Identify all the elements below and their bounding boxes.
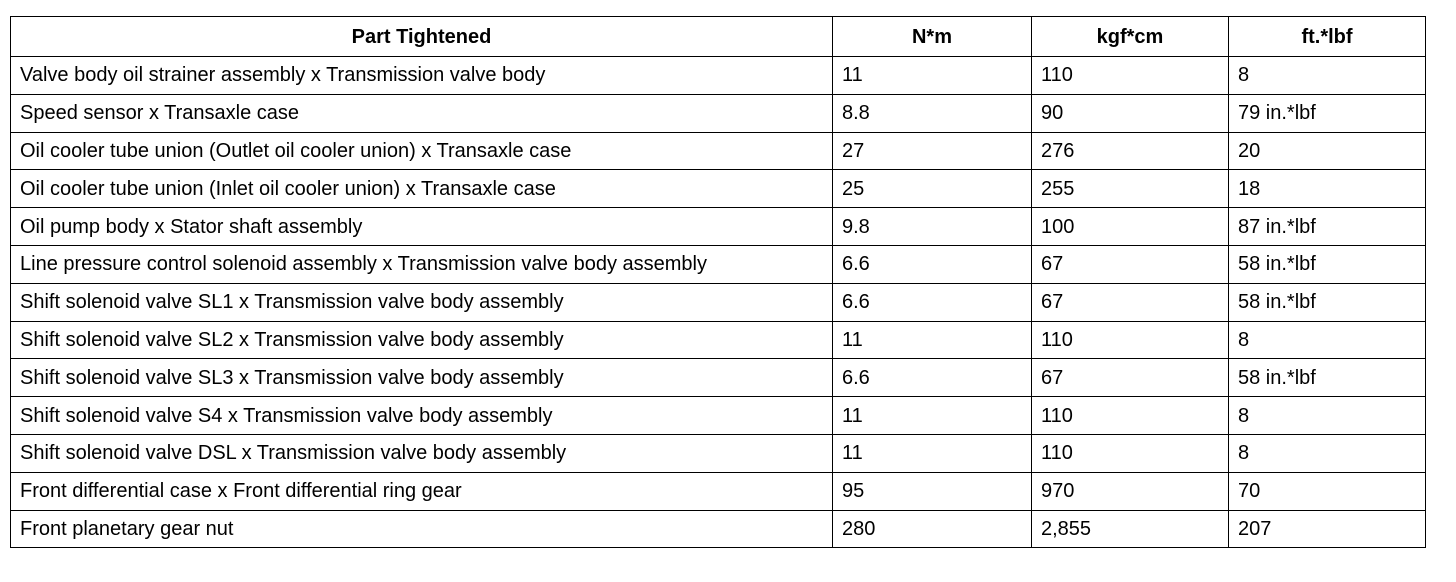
- torque-table-container: [10, 16, 1425, 548]
- table-row: [11, 94, 1426, 132]
- cell-kgfcm: 970: [1032, 472, 1229, 510]
- cell-nm: 27: [833, 132, 1032, 170]
- cell-kgfcm: 90: [1032, 94, 1229, 132]
- cell-part: Shift solenoid valve SL3 x Transmission valve body assembly: [11, 359, 833, 397]
- table-row: [11, 321, 1426, 359]
- header-ft-lbf: ft.*lbf: [1229, 17, 1426, 57]
- table-row: [11, 359, 1426, 397]
- cell-part: Front differential case x Front differential ring gear: [11, 472, 833, 510]
- cell-nm: 95: [833, 472, 1032, 510]
- cell-kgfcm: 100: [1032, 208, 1229, 246]
- table-row: [11, 170, 1426, 208]
- cell-ftlbf: 58 in.*lbf: [1229, 283, 1426, 321]
- cell-ftlbf: 70: [1229, 472, 1426, 510]
- cell-nm: 6.6: [833, 283, 1032, 321]
- table-row: [11, 132, 1426, 170]
- table-row: [11, 434, 1426, 472]
- table-row: [11, 472, 1426, 510]
- cell-kgfcm: 110: [1032, 57, 1229, 95]
- cell-part: Oil cooler tube union (Outlet oil cooler union) x Transaxle case: [11, 132, 833, 170]
- cell-ftlbf: 8: [1229, 57, 1426, 95]
- cell-ftlbf: 20: [1229, 132, 1426, 170]
- table-row: [11, 397, 1426, 435]
- cell-ftlbf: 87 in.*lbf: [1229, 208, 1426, 246]
- cell-kgfcm: 276: [1032, 132, 1229, 170]
- table-row: [11, 57, 1426, 95]
- cell-part: Line pressure control solenoid assembly x Transmission valve body assembly: [11, 245, 833, 283]
- cell-part: Front planetary gear nut: [11, 510, 833, 548]
- cell-nm: 9.8: [833, 208, 1032, 246]
- cell-nm: 11: [833, 434, 1032, 472]
- cell-part: Shift solenoid valve SL1 x Transmission valve body assembly: [11, 283, 833, 321]
- cell-ftlbf: 58 in.*lbf: [1229, 359, 1426, 397]
- cell-kgfcm: 110: [1032, 397, 1229, 435]
- table-row: [11, 208, 1426, 246]
- cell-part: Shift solenoid valve S4 x Transmission valve body assembly: [11, 397, 833, 435]
- cell-ftlbf: 58 in.*lbf: [1229, 245, 1426, 283]
- cell-kgfcm: 67: [1032, 359, 1229, 397]
- cell-part: Valve body oil strainer assembly x Transmission valve body: [11, 57, 833, 95]
- cell-part: Oil cooler tube union (Inlet oil cooler union) x Transaxle case: [11, 170, 833, 208]
- cell-kgfcm: 255: [1032, 170, 1229, 208]
- header-newton-meter: N*m: [833, 17, 1032, 57]
- table-header-row: [11, 17, 1426, 57]
- cell-kgfcm: 2,855: [1032, 510, 1229, 548]
- cell-ftlbf: 8: [1229, 397, 1426, 435]
- header-part-tightened: Part Tightened: [11, 17, 833, 57]
- cell-part: Shift solenoid valve SL2 x Transmission valve body assembly: [11, 321, 833, 359]
- cell-ftlbf: 207: [1229, 510, 1426, 548]
- table-row: [11, 510, 1426, 548]
- cell-nm: 6.6: [833, 245, 1032, 283]
- cell-part: Oil pump body x Stator shaft assembly: [11, 208, 833, 246]
- cell-kgfcm: 67: [1032, 283, 1229, 321]
- cell-ftlbf: 79 in.*lbf: [1229, 94, 1426, 132]
- cell-nm: 6.6: [833, 359, 1032, 397]
- table-row: [11, 245, 1426, 283]
- cell-kgfcm: 67: [1032, 245, 1229, 283]
- cell-nm: 11: [833, 397, 1032, 435]
- cell-kgfcm: 110: [1032, 434, 1229, 472]
- header-kgf-cm: kgf*cm: [1032, 17, 1229, 57]
- cell-ftlbf: 18: [1229, 170, 1426, 208]
- torque-specification-table: [10, 16, 1426, 548]
- cell-nm: 25: [833, 170, 1032, 208]
- cell-part: Speed sensor x Transaxle case: [11, 94, 833, 132]
- cell-nm: 8.8: [833, 94, 1032, 132]
- table-row: [11, 283, 1426, 321]
- cell-kgfcm: 110: [1032, 321, 1229, 359]
- cell-ftlbf: 8: [1229, 434, 1426, 472]
- cell-part: Shift solenoid valve DSL x Transmission valve body assembly: [11, 434, 833, 472]
- cell-nm: 280: [833, 510, 1032, 548]
- cell-nm: 11: [833, 57, 1032, 95]
- cell-ftlbf: 8: [1229, 321, 1426, 359]
- cell-nm: 11: [833, 321, 1032, 359]
